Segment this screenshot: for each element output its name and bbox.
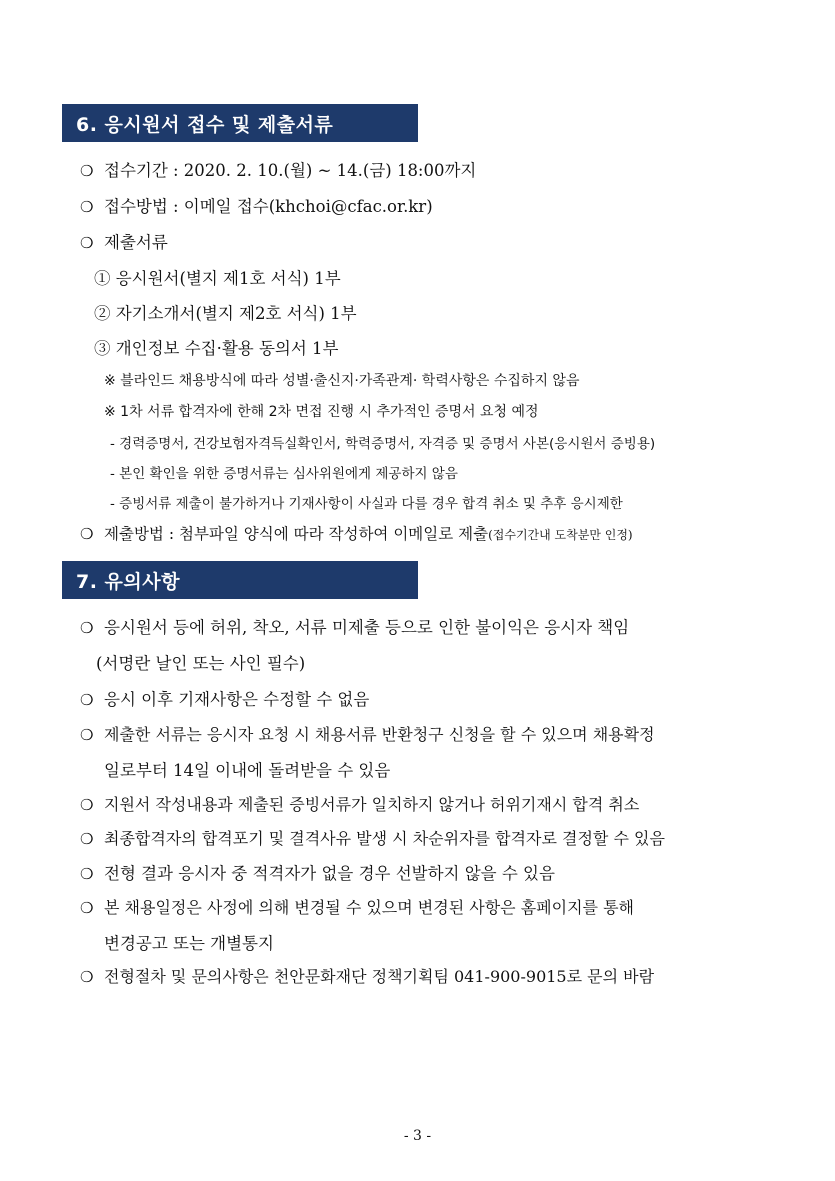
caution-item: ❍ 제출한 서류는 응시자 요청 시 채용서류 반환청구 신청을 할 수 있으며 채용확정 (80, 725, 655, 744)
caution-item: ❍ 전형 결과 응시자 중 적격자가 없을 경우 선발하지 않을 수 있음 (80, 864, 555, 883)
dash-item: - 본인 확인을 위한 증명서류는 심사위원에게 제공하지 않음 (110, 466, 458, 482)
docs-label-item: ❍ 제출서류 (80, 233, 168, 252)
dash-item: - 증빙서류 제출이 불가하거나 기재사항이 사실과 다를 경우 합격 취소 및 추후 응시제한 (110, 496, 623, 512)
caution-item: ❍ 응시원서 등에 허위, 착오, 서류 미제출 등으로 인한 불이익은 응시자 책임 (80, 618, 630, 637)
circle-bullet-icon: ❍ (80, 796, 94, 814)
circle-bullet-icon: ❍ (80, 234, 94, 252)
circle-bullet-icon: ❍ (80, 968, 94, 986)
caution-item: ❍ 응시 이후 기재사항은 수정할 수 없음 (80, 690, 370, 709)
caution-item: ❍ 최종합격자의 합격포기 및 결격사유 발생 시 차순위자를 합격자로 결정할 수 있음 (80, 829, 665, 848)
caution-continuation: (서명란 날인 또는 사인 필수) (96, 654, 306, 673)
submit-method-item: ❍ 제출방법 : 첨부파일 양식에 따라 작성하여 이메일로 제출(접수기간내 도착분만 인정) (80, 525, 633, 543)
doc-item: ② 자기소개서(별지 제2호 서식) 1부 (94, 304, 357, 323)
caution-item: ❍ 전형절차 및 문의사항은 천안문화재단 정책기획팀 041-900-9015로 문의 바람 (80, 967, 655, 986)
period-item: ❍ 접수기간 : 2020. 2. 10.(월) ~ 14.(금) 18:00까지 (80, 161, 477, 180)
circle-bullet-icon: ❍ (80, 865, 94, 883)
note-item: ※ 블라인드 채용방식에 따라 성별·출신지·가족관계· 학력사항은 수집하지 않음 (104, 373, 580, 389)
circle-bullet-icon: ❍ (80, 726, 94, 744)
caution-item: ❍ 지원서 작성내용과 제출된 증빙서류가 일치하지 않거나 허위기재시 합격 취소 (80, 795, 640, 814)
caution-continuation: 변경공고 또는 개별통지 (104, 934, 274, 953)
section-6-heading: 6. 응시원서 접수 및 제출서류 (62, 104, 418, 142)
submit-note: (접수기간내 도착분만 인정) (488, 528, 633, 542)
note-item: ※ 1차 서류 합격자에 한해 2차 면접 진행 시 추가적인 증명서 요청 예정 (104, 404, 539, 420)
page-number: - 3 - (403, 1128, 432, 1144)
method-item: ❍ 접수방법 : 이메일 접수(khchoi@cfac.or.kr) (80, 197, 433, 216)
caution-continuation: 일로부터 14일 이내에 돌려받을 수 있음 (104, 761, 391, 780)
circle-bullet-icon: ❍ (80, 691, 94, 709)
circle-bullet-icon: ❍ (80, 899, 94, 917)
doc-item: ③ 개인정보 수집·활용 동의서 1부 (94, 339, 339, 358)
caution-item: ❍ 본 채용일정은 사정에 의해 변경될 수 있으며 변경된 사항은 홈페이지를 통해 (80, 898, 634, 917)
circle-bullet-icon: ❍ (80, 525, 94, 543)
circle-bullet-icon: ❍ (80, 830, 94, 848)
section-7-heading: 7. 유의사항 (62, 561, 418, 599)
circle-bullet-icon: ❍ (80, 619, 94, 637)
doc-item: ① 응시원서(별지 제1호 서식) 1부 (94, 269, 341, 288)
circle-bullet-icon: ❍ (80, 198, 94, 216)
dash-item: - 경력증명서, 건강보험자격득실확인서, 학력증명서, 자격증 및 증명서 사본(응시원서 증빙용) (110, 436, 656, 452)
circle-bullet-icon: ❍ (80, 162, 94, 180)
